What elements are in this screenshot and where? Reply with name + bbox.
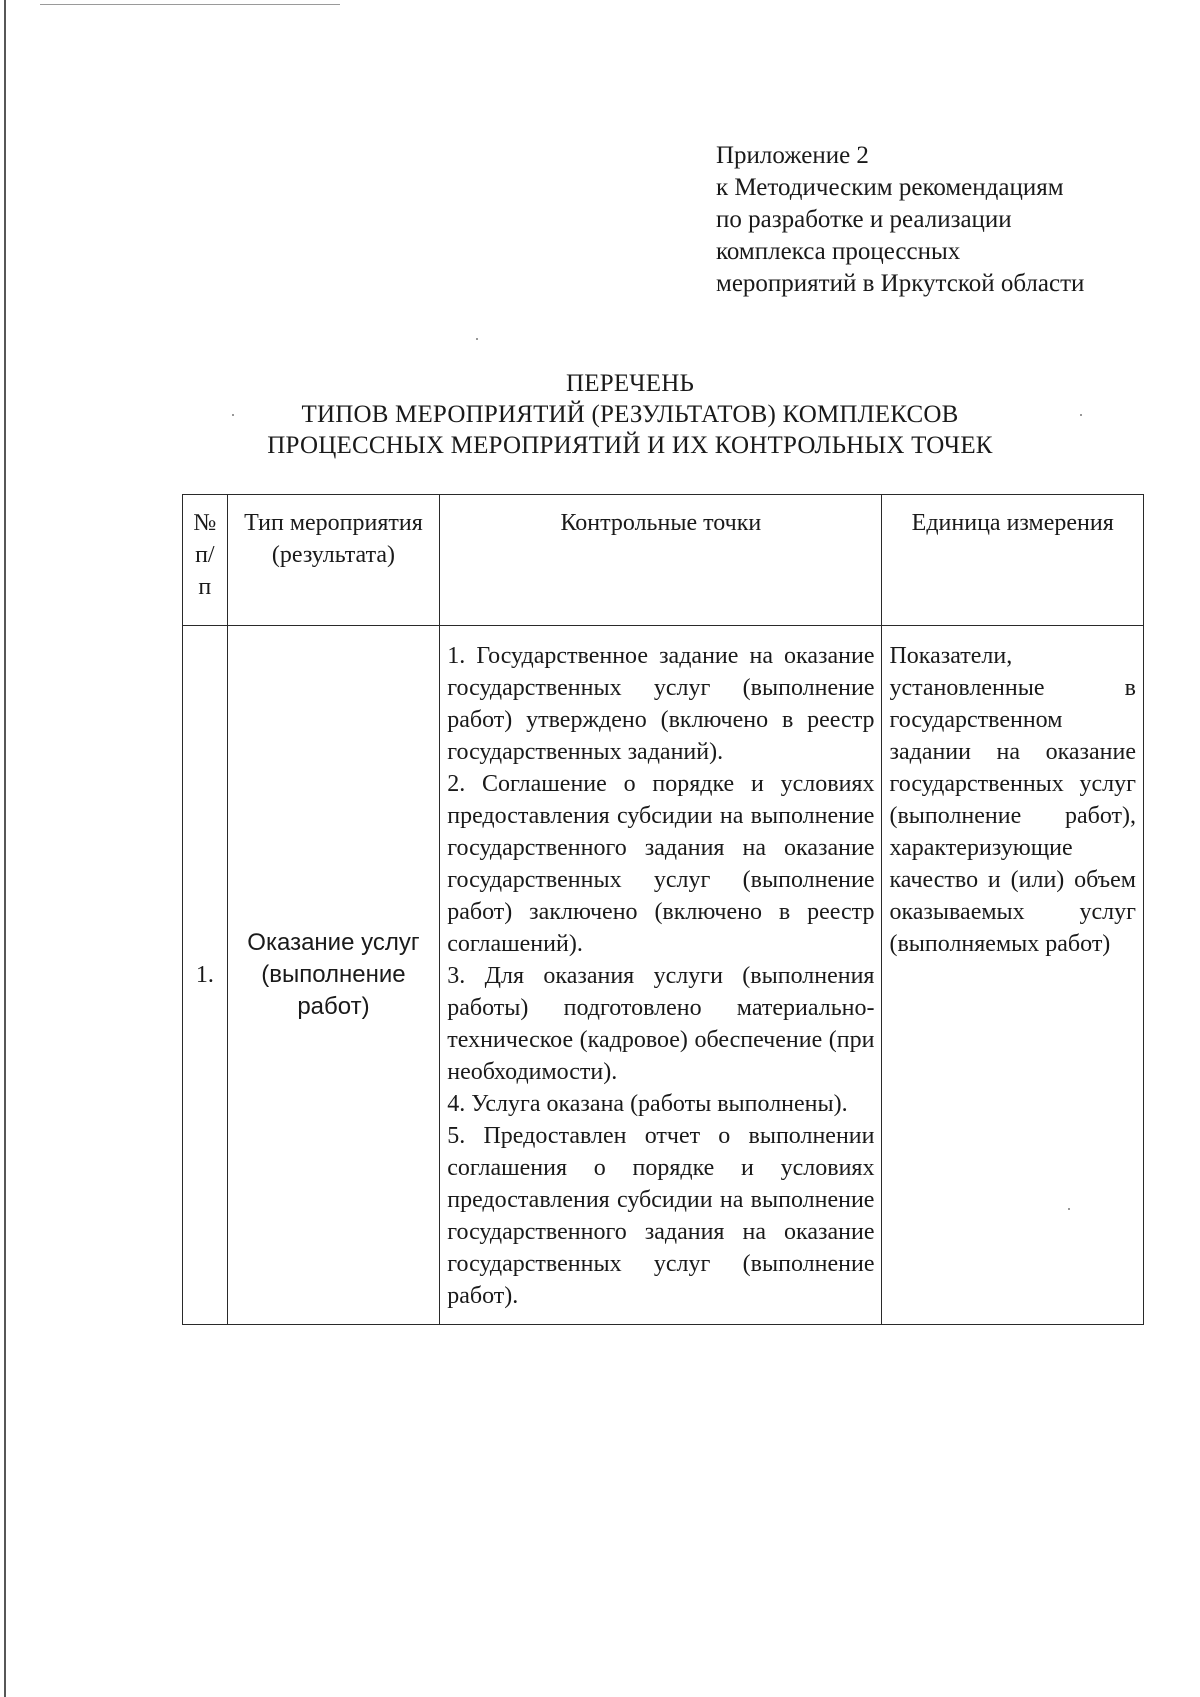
document-title	[180, 368, 1080, 461]
control-point: 5. Предоставлен отчет о выполнении соглашения о порядке и условиях предоставления субсидии на выполнение государственного задания на оказание государственных услуг (выполнение работ).	[447, 1123, 875, 1309]
scan-edge	[4, 0, 6, 1697]
scan-speck	[1068, 1208, 1070, 1210]
appendix-line: комплекса процессных	[716, 238, 961, 265]
row-type: Оказание услуг (выполнение работ)	[227, 626, 440, 1325]
scan-speck	[1080, 414, 1082, 416]
title-line: ПРОЦЕССНЫХ МЕРОПРИЯТИЙ И ИХ КОНТРОЛЬНЫХ ТОЧЕК	[267, 432, 993, 459]
measures-table	[182, 494, 1144, 1325]
header-row	[183, 495, 1144, 626]
row-control-points	[440, 626, 882, 1325]
header-unit: Единица измерения	[882, 495, 1144, 626]
appendix-note	[716, 140, 1156, 300]
row-num: 1.	[183, 626, 228, 1325]
scan-edge	[40, 4, 340, 5]
appendix-line: Приложение 2	[716, 142, 869, 169]
table-row	[183, 626, 1144, 1325]
header-type: Тип мероприятия (результата)	[227, 495, 440, 626]
title-line: ТИПОВ МЕРОПРИЯТИЙ (РЕЗУЛЬТАТОВ) КОМПЛЕКСОВ	[301, 401, 959, 428]
control-point: 3. Для оказания услуги (выполнения работы) подготовлено материально-техническое (кадровое) обеспечение (при необходимости).	[447, 963, 875, 1085]
control-point: 4. Услуга оказана (работы выполнены).	[447, 1091, 848, 1117]
control-point: 1. Государственное задание на оказание государственных услуг (выполнение работ) утверждено (включено в реестр государственных заданий).	[447, 643, 875, 765]
row-unit: Показатели, установленные в государственном задании на оказание государственных услуг (выполнение работ), характеризующие качество и (или) объем оказываемых услуг (выполняемых работ)	[882, 626, 1144, 1325]
scan-speck	[232, 414, 234, 416]
header-points: Контрольные точки	[440, 495, 882, 626]
appendix-line: по разработке и реализации	[716, 206, 1012, 233]
appendix-line: мероприятий в Иркутской области	[716, 270, 1085, 297]
appendix-line: к Методическим рекомендациям	[716, 174, 1064, 201]
scan-speck	[476, 338, 478, 340]
table-header	[183, 495, 1144, 626]
title-line: ПЕРЕЧЕНЬ	[565, 370, 695, 397]
header-num: № п/п	[183, 495, 228, 626]
control-point: 2. Соглашение о порядке и условиях предоставления субсидии на выполнение государственного задания на оказание государственных услуг (выполнение работ) заключено (включено в реестр соглашений).	[447, 771, 875, 957]
